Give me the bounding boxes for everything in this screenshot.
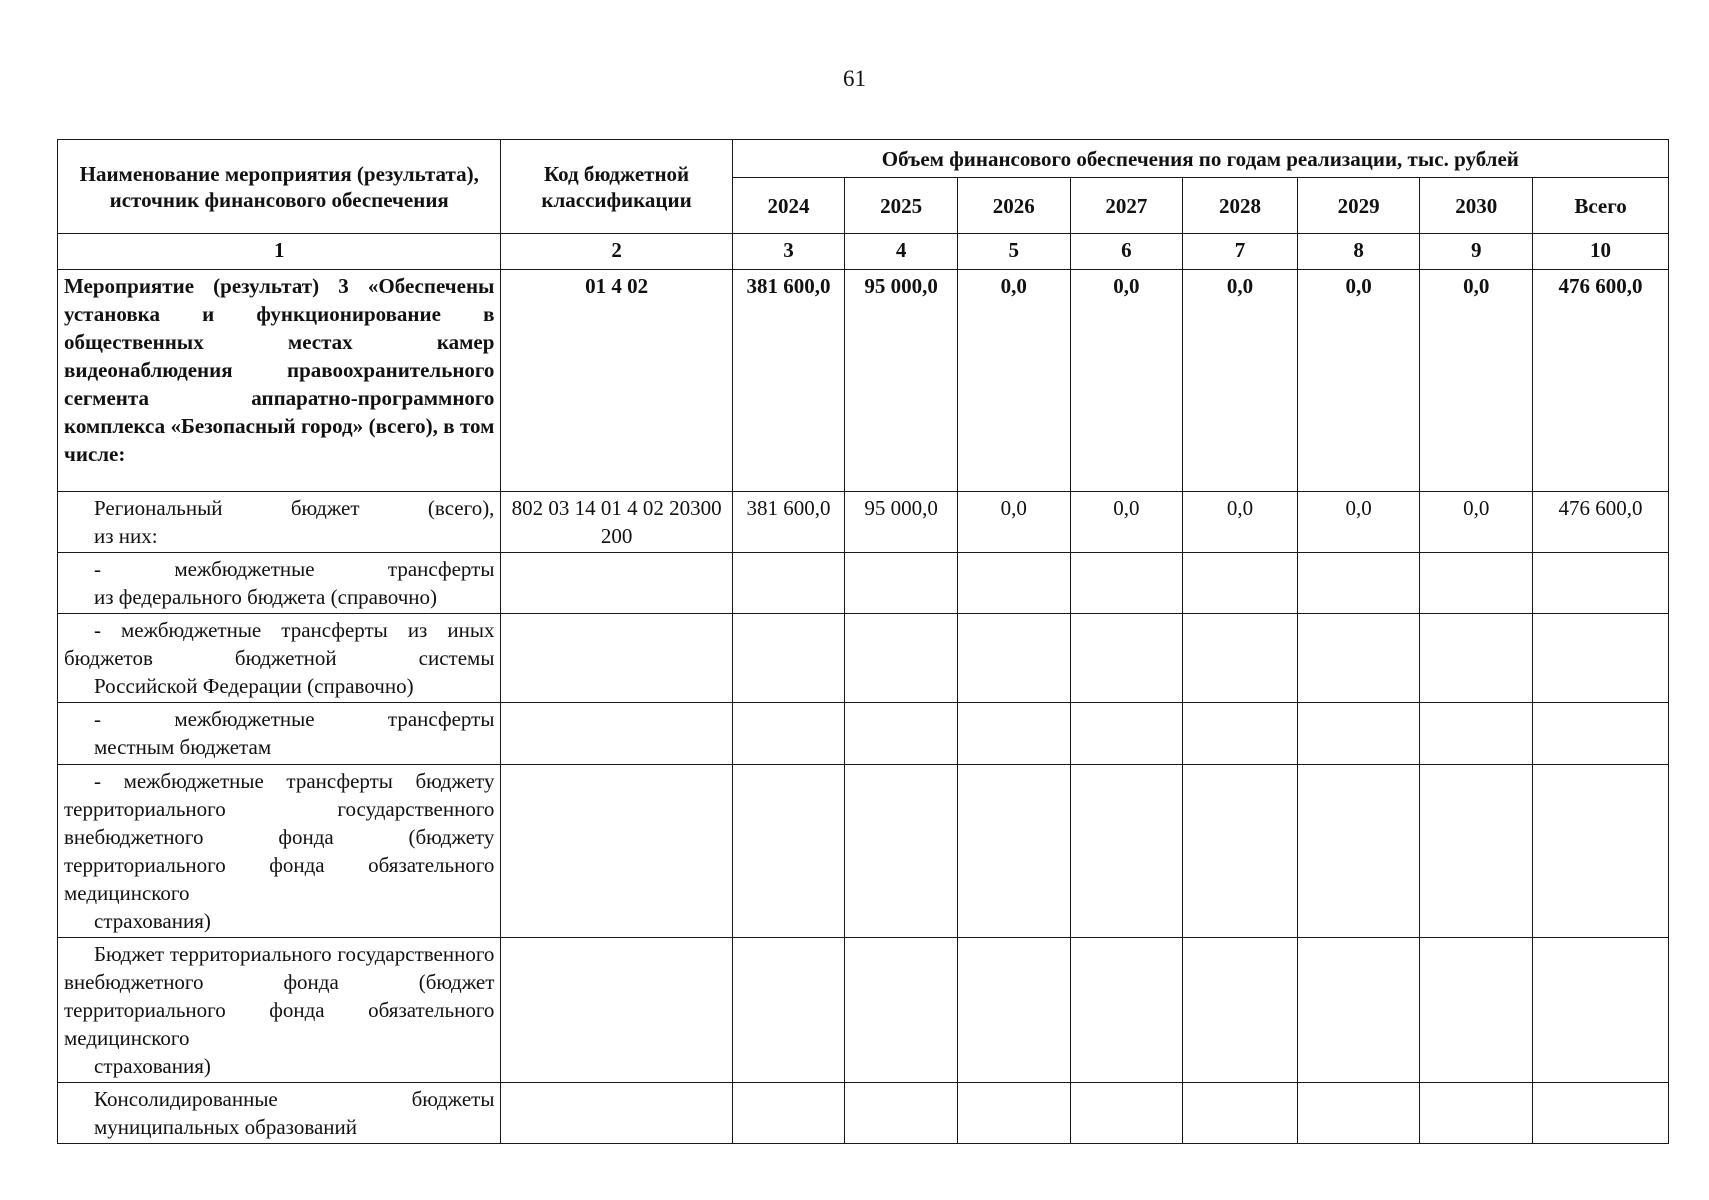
value-year-2028 (1183, 765, 1298, 938)
value-year-2026 (957, 703, 1070, 765)
value-year-2024 (732, 765, 845, 938)
budget-code (501, 765, 732, 938)
value-year-2024: 381 600,0 (732, 492, 845, 553)
value-year-2025: 95 000,0 (845, 270, 958, 492)
row-name-line: Региональный бюджет (всего), (94, 496, 495, 520)
column-number: 2 (501, 234, 732, 270)
row-name-line: фонда обязательного медицинского (64, 853, 495, 905)
value-year-2028 (1183, 703, 1298, 765)
budget-table (57, 139, 1669, 1144)
header-volume: Объем финансового обеспечения по годам реализации, тыс. рублей (732, 140, 1668, 178)
value-year-2030 (1420, 1083, 1533, 1144)
value-year-2025 (845, 765, 958, 938)
row-name-line: государственного внебюджетного (64, 942, 495, 994)
row-local-transfers (58, 703, 1669, 765)
row-name-line: аппаратно-программного комплекса (64, 386, 495, 438)
row-name (58, 938, 501, 1083)
row-name-line: - межбюджетные трансферты (94, 557, 495, 581)
row-name-line: Консолидированные бюджеты (94, 1087, 495, 1111)
value-year-2029 (1297, 765, 1420, 938)
value-year-2027 (1070, 938, 1183, 1083)
row-name-line: и функционирование в общественных (64, 302, 495, 354)
row-name-line: фонда обязательного медицинского (64, 998, 495, 1050)
row-name-line: - межбюджетные трансферты (94, 769, 393, 793)
row-name-line: «Безопасный город» (всего), в том (170, 414, 495, 438)
value-year-2028 (1183, 938, 1298, 1083)
row-municipal-budgets (58, 1083, 1669, 1144)
value-year-2027: 0,0 (1070, 270, 1183, 492)
value-year-2025 (845, 614, 958, 703)
budget-code (501, 614, 732, 703)
value-year-2024 (732, 553, 845, 614)
value-total (1533, 703, 1669, 765)
value-year-2029 (1297, 703, 1420, 765)
value-year-2026 (957, 765, 1070, 938)
value-year-2024 (732, 614, 845, 703)
value-year-2026 (957, 1083, 1070, 1144)
value-year-2028: 0,0 (1183, 492, 1298, 553)
column-numbers-row (58, 234, 1669, 270)
column-number: 6 (1070, 234, 1183, 270)
value-year-2030 (1420, 553, 1533, 614)
value-year-2026: 0,0 (957, 270, 1070, 492)
header-year: 2029 (1297, 178, 1420, 234)
budget-code: 802 03 14 01 4 02 20300 200 (501, 492, 732, 553)
value-year-2030 (1420, 765, 1533, 938)
row-name-line: муниципальных образований (94, 1115, 357, 1139)
row-name (58, 1083, 501, 1144)
value-year-2026 (957, 614, 1070, 703)
header-year: 2027 (1070, 178, 1183, 234)
value-total (1533, 765, 1669, 938)
value-year-2026 (957, 938, 1070, 1083)
row-name (58, 553, 501, 614)
header-year: 2025 (845, 178, 958, 234)
row-name-line: - межбюджетные трансферты (94, 707, 495, 731)
row-name-line: числе: (64, 442, 126, 466)
value-year-2029 (1297, 553, 1420, 614)
value-year-2027: 0,0 (1070, 492, 1183, 553)
value-year-2025 (845, 703, 958, 765)
value-year-2030 (1420, 703, 1533, 765)
column-number: 5 (957, 234, 1070, 270)
header-total: Всего (1533, 178, 1669, 234)
row-name-line: страхования) (94, 909, 211, 933)
value-total (1533, 614, 1669, 703)
value-year-2024 (732, 938, 845, 1083)
value-total: 476 600,0 (1533, 270, 1669, 492)
value-year-2024 (732, 703, 845, 765)
value-year-2029: 0,0 (1297, 492, 1420, 553)
value-year-2027 (1070, 614, 1183, 703)
value-year-2026: 0,0 (957, 492, 1070, 553)
column-number: 1 (58, 234, 501, 270)
row-name-line: из иных бюджетов бюджетной системы (64, 618, 495, 670)
header-name: Наименование мероприятия (результата), источник финансового обеспечения (58, 140, 501, 234)
value-year-2027 (1070, 765, 1183, 938)
row-name-line: «Обеспечены установка (64, 274, 495, 326)
row-name-line: Российской Федерации (справочно) (94, 674, 414, 698)
row-name-line: местным бюджетам (94, 735, 272, 759)
value-total: 476 600,0 (1533, 492, 1669, 553)
value-year-2030: 0,0 (1420, 492, 1533, 553)
row-regional-budget (58, 492, 1669, 553)
row-name-line: из них: (94, 524, 158, 548)
value-year-2024 (732, 1083, 845, 1144)
value-year-2028 (1183, 614, 1298, 703)
row-fund-transfers (58, 765, 1669, 938)
column-number: 7 (1183, 234, 1298, 270)
value-year-2025 (845, 1083, 958, 1144)
value-year-2026 (957, 553, 1070, 614)
row-other-transfers (58, 614, 1669, 703)
budget-code: 01 4 02 (501, 270, 732, 492)
value-year-2027 (1070, 553, 1183, 614)
value-total (1533, 1083, 1669, 1144)
row-name-line: из федерального бюджета (справочно) (94, 585, 438, 609)
row-event-total (58, 270, 1669, 492)
row-name-line: бюджету территориального (64, 769, 495, 821)
page-number: 61 (843, 66, 866, 91)
value-year-2030: 0,0 (1420, 270, 1533, 492)
value-year-2029 (1297, 614, 1420, 703)
header-year: 2024 (732, 178, 845, 234)
row-name (58, 614, 501, 703)
row-name-line: Бюджет территориального (94, 942, 332, 966)
row-name-line: фонда (бюджет территориального (64, 970, 495, 1022)
value-year-2029 (1297, 1083, 1420, 1144)
row-name (58, 492, 501, 553)
value-total (1533, 938, 1669, 1083)
header-year: 2028 (1183, 178, 1298, 234)
value-year-2025: 95 000,0 (845, 492, 958, 553)
value-year-2030 (1420, 938, 1533, 1083)
row-name-line: Мероприятие (результат) 3 (64, 274, 349, 298)
column-number: 4 (845, 234, 958, 270)
value-year-2029 (1297, 938, 1420, 1083)
column-number: 9 (1420, 234, 1533, 270)
value-year-2027 (1070, 703, 1183, 765)
header-year: 2030 (1420, 178, 1533, 234)
value-year-2024: 381 600,0 (732, 270, 845, 492)
column-number: 3 (732, 234, 845, 270)
value-year-2028 (1183, 1083, 1298, 1144)
value-year-2028: 0,0 (1183, 270, 1298, 492)
value-total (1533, 553, 1669, 614)
row-name-line: местах камер видеонаблюдения (64, 330, 495, 382)
column-number: 10 (1533, 234, 1669, 270)
budget-code (501, 553, 732, 614)
budget-code (501, 938, 732, 1083)
row-name-line: правоохранительного сегмента (64, 358, 495, 410)
header-year: 2026 (957, 178, 1070, 234)
value-year-2025 (845, 938, 958, 1083)
row-name-line: - межбюджетные трансферты (94, 618, 388, 642)
value-year-2030 (1420, 614, 1533, 703)
row-name-line: государственного внебюджетного (64, 797, 495, 849)
column-number: 8 (1297, 234, 1420, 270)
row-fund-budget (58, 938, 1669, 1083)
value-year-2028 (1183, 553, 1298, 614)
budget-code (501, 703, 732, 765)
value-year-2025 (845, 553, 958, 614)
row-federal-transfers (58, 553, 1669, 614)
header-code: Код бюджетной классификации (501, 140, 732, 234)
budget-code (501, 1083, 732, 1144)
row-name-line: фонда (бюджету территориального (64, 825, 495, 877)
row-name (58, 703, 501, 765)
value-year-2027 (1070, 1083, 1183, 1144)
value-year-2029: 0,0 (1297, 270, 1420, 492)
row-name (58, 270, 501, 492)
row-name-line: страхования) (94, 1054, 211, 1078)
row-name (58, 765, 501, 938)
